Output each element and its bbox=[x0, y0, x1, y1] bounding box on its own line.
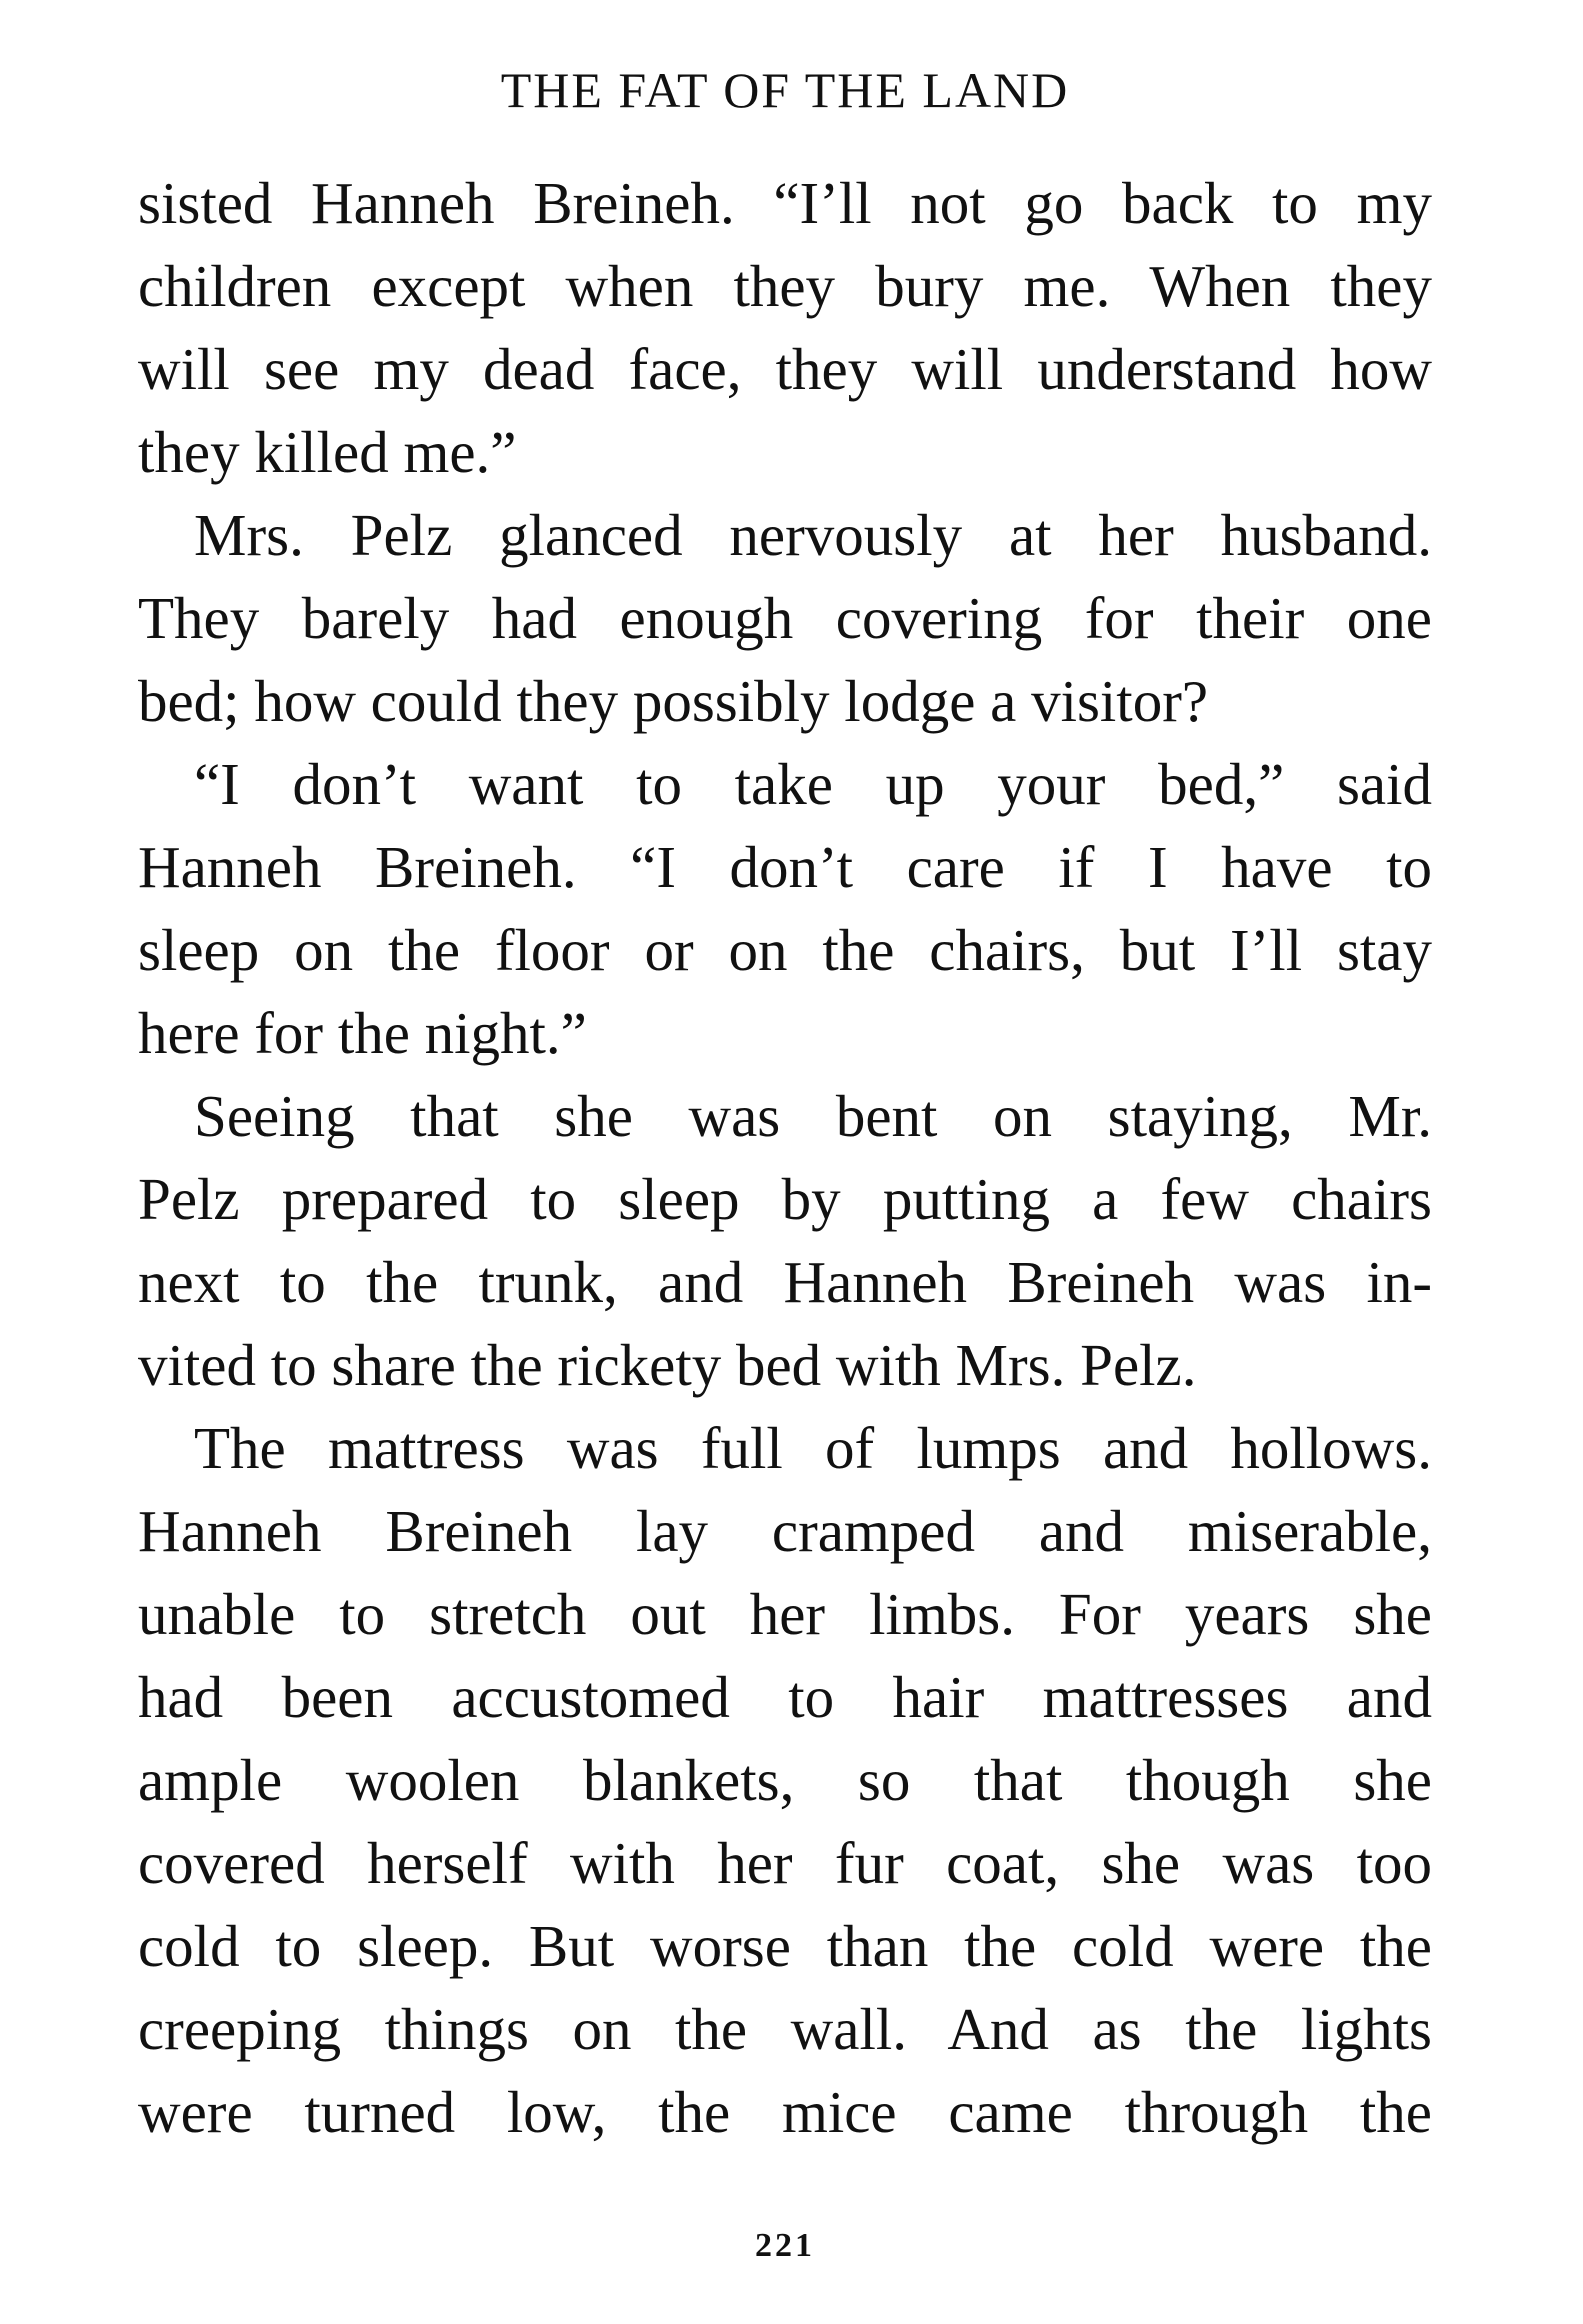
text-line: will see my dead face, they will understand how bbox=[138, 336, 1432, 402]
text-line: here for the night.” bbox=[138, 1000, 587, 1066]
text-line: children except when they bury me. When they bbox=[138, 253, 1432, 319]
text-line: “I don’t want to take up your bed,” said bbox=[194, 751, 1432, 817]
text-line: they killed me.” bbox=[138, 419, 517, 485]
text-line: vited to share the rickety bed with Mrs. Pelz. bbox=[138, 1332, 1197, 1398]
text-line: next to the trunk, and Hanneh Breineh was in- bbox=[138, 1249, 1432, 1315]
text-line: ample woolen blankets, so that though she bbox=[138, 1747, 1432, 1813]
text-line: sleep on the floor or on the chairs, but I’ll stay bbox=[138, 917, 1432, 983]
text-line: They barely had enough covering for their one bbox=[138, 585, 1432, 651]
text-line: covered herself with her fur coat, she was too bbox=[138, 1830, 1432, 1896]
text-line: Mrs. Pelz glanced nervously at her husband. bbox=[194, 502, 1432, 568]
text-line: Seeing that she was bent on staying, Mr. bbox=[194, 1083, 1432, 1149]
text-line: creeping things on the wall. And as the lights bbox=[138, 1996, 1432, 2062]
text-line: sisted Hanneh Breineh. “I’ll not go back to my bbox=[138, 170, 1432, 236]
text-line: were turned low, the mice came through the bbox=[138, 2079, 1432, 2145]
text-line: The mattress was full of lumps and hollows. bbox=[194, 1415, 1432, 1481]
text-line: Hanneh Breineh. “I don’t care if I have to bbox=[138, 834, 1432, 900]
page-number: 221 bbox=[755, 2227, 815, 2264]
text-line: had been accustomed to hair mattresses and bbox=[138, 1664, 1432, 1730]
running-head: THE FAT OF THE LAND bbox=[500, 62, 1070, 118]
text-line: unable to stretch out her limbs. For years she bbox=[138, 1581, 1432, 1647]
text-line: Hanneh Breineh lay cramped and miserable, bbox=[138, 1498, 1432, 1564]
text-line: Pelz prepared to sleep by putting a few chairs bbox=[138, 1166, 1432, 1232]
text-line: cold to sleep. But worse than the cold were the bbox=[138, 1913, 1432, 1979]
body-text bbox=[138, 162, 1432, 2154]
text-line: bed; how could they possibly lodge a visitor? bbox=[138, 668, 1209, 734]
